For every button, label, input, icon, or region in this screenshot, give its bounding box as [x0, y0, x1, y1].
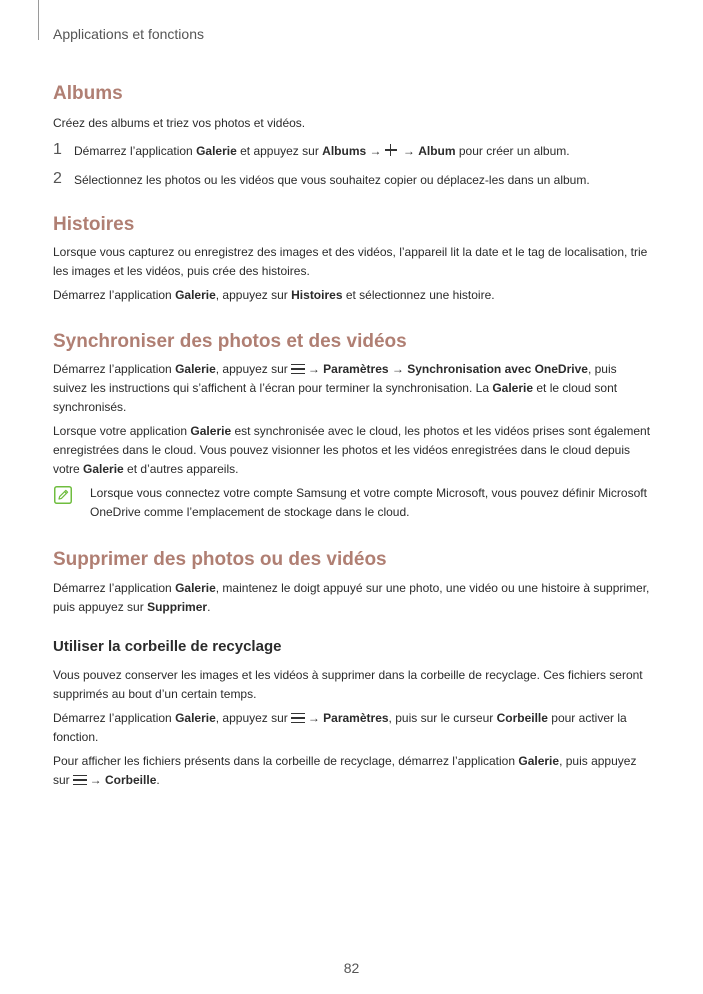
stories-paragraph-2: Démarrez l’application Galerie, appuyez sur Histoires et sélectionnez une histoire.	[53, 288, 495, 302]
section-title-delete: Supprimer des photos ou des vidéos	[53, 549, 387, 570]
step-number: 2	[53, 170, 62, 187]
page-header-title: Applications et fonctions	[53, 26, 204, 42]
subsection-title-recycle-bin: Utiliser la corbeille de recyclage	[53, 638, 282, 655]
add-icon	[385, 144, 397, 156]
page-number: 82	[343, 960, 360, 976]
stories-paragraph-1: Lorsque vous capturez ou enregistrez des images et des vidéos, l’appareil lit la date et le tag de localisation, trie les images et les vidéos, puis crée des histoires.	[53, 245, 648, 278]
delete-paragraph-1: Démarrez l’application Galerie, maintenez le doigt appuyé sur une photo, une vidéo ou une histoire à supprimer, puis appuyez sur Supprimer.	[53, 581, 650, 614]
menu-icon	[73, 775, 87, 785]
albums-step-2: 2 Sélectionnez les photos ou les vidéos que vous souhaitez copier ou déplacez-les dans un album.	[53, 170, 590, 187]
section-title-stories: Histoires	[53, 214, 135, 235]
note-text: Lorsque vous connectez votre compte Samsung et votre compte Microsoft, vous pouvez définir Microsoft OneDrive comme l’emplacement de stockage dans le cloud.	[90, 486, 647, 519]
recycle-paragraph-2: Démarrez l’application Galerie, appuyez sur → Paramètres, puis sur le curseur Corbeille pour activer la fonction.	[53, 711, 627, 744]
note-pencil-icon	[54, 486, 72, 504]
albums-intro: Créez des albums et triez vos photos et vidéos.	[53, 116, 306, 130]
menu-icon	[291, 364, 305, 374]
recycle-paragraph-3: Pour afficher les fichiers présents dans la corbeille de recyclage, démarrez l’application Galerie, puis appuyez sur → Corbeille.	[53, 754, 637, 787]
menu-icon	[291, 713, 305, 723]
section-title-albums: Albums	[53, 83, 123, 104]
sync-paragraph-2: Lorsque votre application Galerie est synchronisée avec le cloud, les photos et les vidéos prises sont également enregistrées dans le cloud. Vous pouvez visionner les photos et les vidéos enregistrées dans le cloud depuis votre Galerie et d’autres appareils.	[53, 424, 651, 476]
sync-paragraph-1: Démarrez l’application Galerie, appuyez sur → Paramètres → Synchronisation avec OneDrive, puis suivez les instructions qui s’affichent à l’écran pour terminer la synchronisation. La Galerie et le cloud sont synchronisés.	[53, 362, 618, 414]
albums-step-1: 1 Démarrez l’application Galerie et appuyez sur Albums → → Album pour créer un album.	[53, 141, 570, 158]
recycle-paragraph-1: Vous pouvez conserver les images et les vidéos à supprimer dans la corbeille de recyclage. Ces fichiers seront supprimés au bout d’un certain temps.	[53, 668, 643, 701]
step-number: 1	[53, 141, 62, 158]
header-divider	[38, 0, 39, 40]
sync-note	[53, 484, 653, 522]
page-content	[53, 82, 653, 790]
section-title-sync: Synchroniser des photos et des vidéos	[53, 331, 407, 352]
